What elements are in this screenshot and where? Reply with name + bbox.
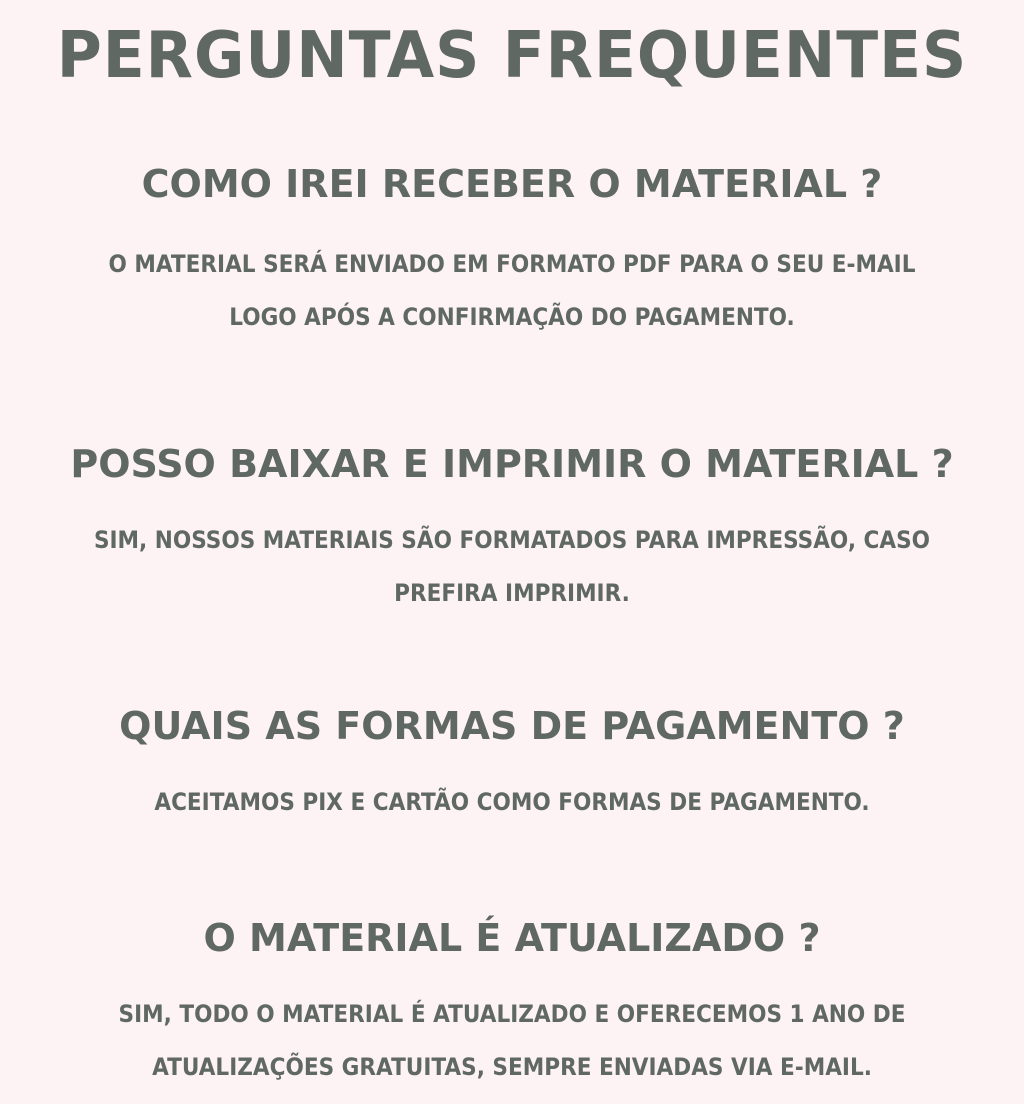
- faq-answer-2-line-1: SIM, NOSSOS MATERIAIS SÃO FORMATADOS PARA IMPRESSÃO, CASO: [93, 526, 931, 554]
- faq-question-3: QUAIS AS FORMAS DE PAGAMENTO ?: [119, 704, 905, 748]
- faq-question-1: COMO IREI RECEBER O MATERIAL ?: [141, 162, 883, 206]
- page-title: PERGUNTAS FREQUENTES: [56, 19, 968, 93]
- faq-answer-4-line-1: SIM, TODO O MATERIAL É ATUALIZADO E OFERECEMOS 1 ANO DE: [118, 1000, 906, 1028]
- faq-question-2: POSSO BAIXAR E IMPRIMIR O MATERIAL ?: [70, 442, 954, 486]
- faq-answer-2-line-2: PREFIRA IMPRIMIR.: [394, 579, 630, 607]
- faq-answer-3-line-1: ACEITAMOS PIX E CARTÃO COMO FORMAS DE PAGAMENTO.: [154, 788, 870, 816]
- faq-answer-4-line-2: ATUALIZAÇÕES GRATUITAS, SEMPRE ENVIADAS VIA E-MAIL.: [152, 1053, 872, 1081]
- faq-question-4: O MATERIAL É ATUALIZADO ?: [203, 916, 821, 960]
- faq-answer-1-line-1: O MATERIAL SERÁ ENVIADO EM FORMATO PDF PARA O SEU E-MAIL: [108, 250, 916, 278]
- faq-answer-1-line-2: LOGO APÓS A CONFIRMAÇÃO DO PAGAMENTO.: [229, 303, 795, 331]
